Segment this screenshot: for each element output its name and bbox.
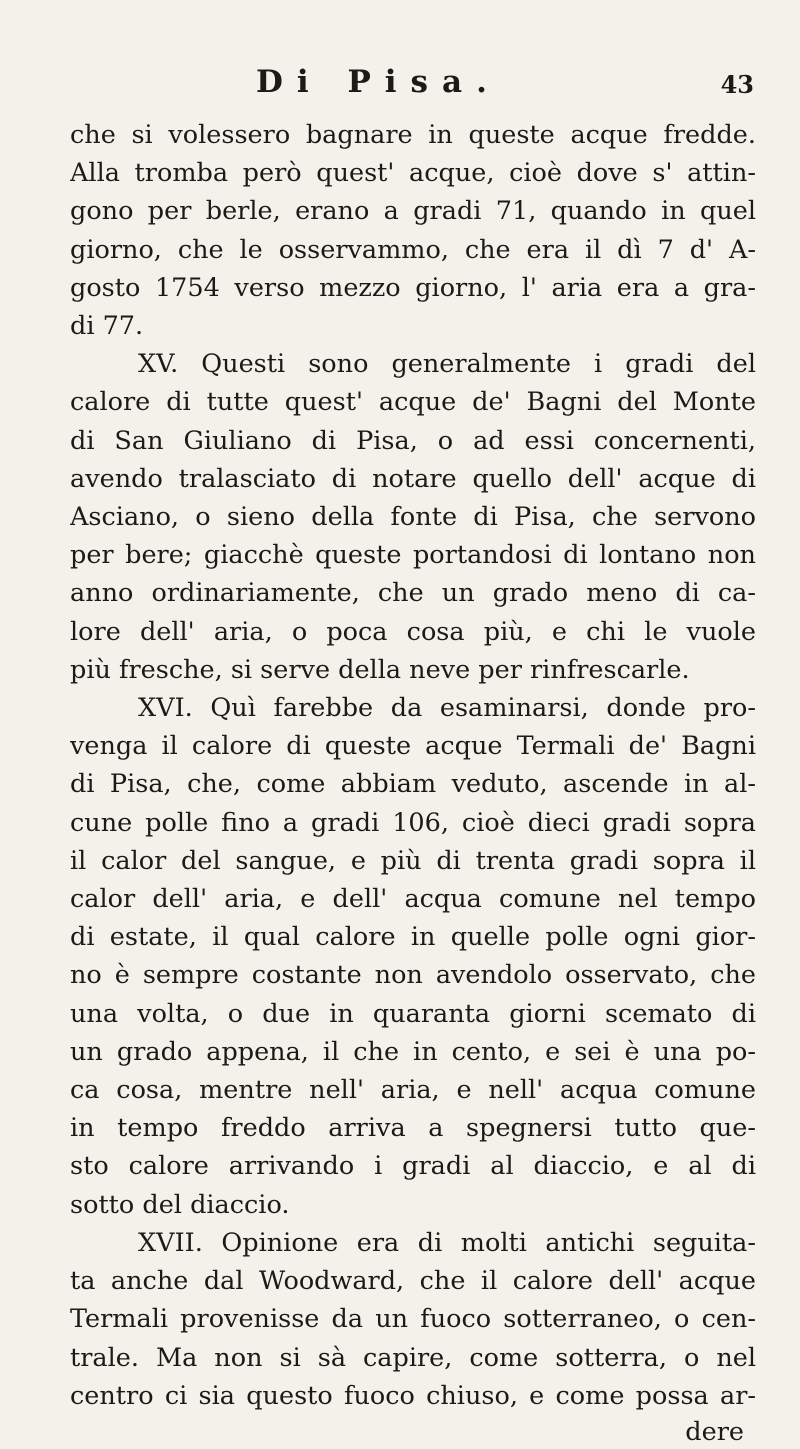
text-line: calor dell' aria, e dell' acqua comune nel tempo (70, 884, 756, 915)
body-text (70, 116, 756, 1415)
text-line: di estate, il qual calore in quelle polle ogni gior- (70, 922, 756, 953)
text-line: anno ordinariamente, che un grado meno di ca- (70, 578, 756, 609)
text-line: centro ci sia questo fuoco chiuso, e come possa ar- (70, 1380, 756, 1411)
text-line: più fresche, si serve della neve per rinfrescarle. (70, 654, 690, 685)
text-line: che si volessero bagnare in queste acque fredde. (70, 120, 756, 150)
text-line: no è sempre costante non avendolo osservato, che (70, 960, 756, 991)
text-line: sotto del diaccio. (70, 1189, 290, 1220)
text-line: cune polle fino a gradi 106, cioè dieci gradi sopra (70, 807, 756, 838)
text-line: gono per berle, erano a gradi 71, quando in quel (70, 196, 756, 227)
text-line: calore di tutte quest' acque de' Bagni del Monte (70, 387, 756, 418)
paragraph-start-xv: XV. Questi sono generalmente i gradi del (138, 349, 756, 380)
running-head (70, 62, 756, 106)
text-line: giorno, che le osservammo, che era il dì 7 d' A- (70, 234, 756, 265)
text-line: sto calore arrivando i gradi al diaccio, e al di (70, 1151, 756, 1182)
text-line: ca cosa, mentre nell' aria, e nell' acqua comune (70, 1075, 756, 1106)
paragraph-start-xvi: XVI. Quì farebbe da esaminarsi, donde pro- (138, 693, 756, 724)
text-line: in tempo freddo arriva a spegnersi tutto que- (70, 1113, 756, 1144)
text-line: trale. Ma non si sà capire, come sotterra, o nel (70, 1342, 756, 1373)
text-line: Termali provenisse da un fuoco sotterraneo, o cen- (70, 1304, 756, 1335)
running-title: Di Pisa. (256, 64, 501, 100)
text-line: gosto 1754 verso mezzo giorno, l' aria era a gra- (70, 272, 756, 303)
catchword: dere (685, 1416, 744, 1447)
text-line: per bere; giacchè queste portandosi di lontano non (70, 540, 756, 571)
text-line: lore dell' aria, o poca cosa più, e chi le vuole (70, 616, 756, 647)
text-line: avendo tralasciato di notare quello dell' acque di (70, 463, 756, 494)
page-number: 43 (720, 70, 754, 99)
text-line: di Pisa, che, come abbiam veduto, ascende in al- (70, 769, 756, 800)
text-line: una volta, o due in quaranta giorni scemato di (70, 998, 756, 1029)
text-line: il calor del sangue, e più di trenta gradi sopra il (70, 845, 756, 876)
text-line: Alla tromba però quest' acque, cioè dove s' attin- (70, 158, 756, 189)
text-line: ta anche dal Woodward, che il calore dell' acque (70, 1266, 756, 1297)
text-line: di San Giuliano di Pisa, o ad essi concernenti, (70, 425, 756, 456)
text-line: Asciano, o sieno della fonte di Pisa, che servono (70, 502, 756, 533)
text-line: un grado appena, il che in cento, e sei è una po- (70, 1036, 756, 1067)
paragraph-start-xvii: XVII. Opinione era di molti antichi seguita- (138, 1227, 756, 1258)
text-line: di 77. (70, 311, 144, 342)
text-line: venga il calore di queste acque Termali de' Bagni (70, 731, 756, 762)
